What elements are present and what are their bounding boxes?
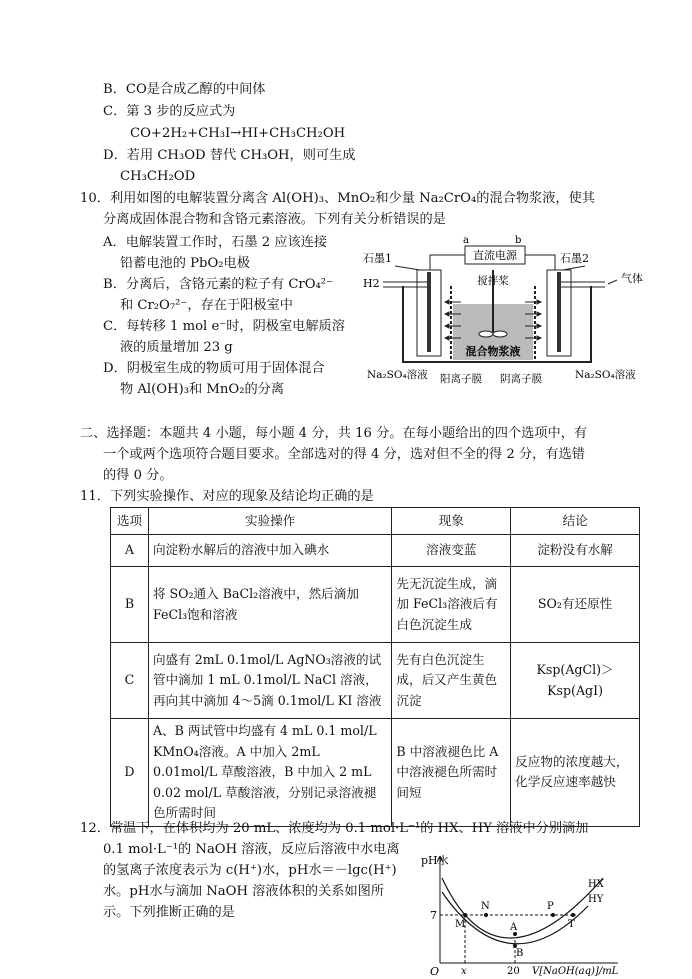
- section2-line1: 二、选择题：本题共 4 小题，每小题 4 分，共 16 分。在每小题给出的四个选项中，有: [80, 426, 588, 441]
- q9-option-b: B．CO是合成乙醇的中间体: [103, 82, 266, 97]
- stirrer-blade-left: [479, 331, 493, 337]
- row-conclusion: SO₂有还原性: [511, 567, 640, 643]
- table-row: [111, 567, 640, 643]
- row-option: A: [111, 535, 149, 567]
- left-gas-tube: [383, 282, 427, 287]
- q12-stem-line2: 0.1 mol·L⁻¹的 NaOH 溶液，反应后溶液中水电离: [103, 842, 400, 857]
- q12-stem-line3: 的氢离子浓度表示为 c(H⁺)水，pH水＝－lgc(H⁺): [103, 863, 397, 878]
- section2-line3: 的得 0 分。: [103, 468, 173, 483]
- q9-option-d-cont: CH₃CH₂OD: [120, 169, 196, 184]
- q10-stem-line2: 分离成固体混合物和含铬元素溶液。下列有关分析错误的是: [103, 212, 446, 227]
- x-tick-x: x: [461, 966, 467, 976]
- row-operation: A、B 两试管中均盛有 4 mL 0.1 mol/L KMnO₄溶液。A 中加入 2mL 0.01mol/L 草酸溶液，B 中加入 2 mL 0.02 mol/L 草酸溶液，分别记录溶液褪色所需时间: [148, 719, 391, 827]
- q10-option-d: D．阴极室生成的物质可用于固体混合: [103, 361, 325, 376]
- table-row: [111, 535, 640, 567]
- q11-table: [110, 507, 640, 827]
- origin-label: O: [430, 965, 440, 976]
- point-t: [571, 913, 575, 917]
- q10-option-c: C．每转移 1 mol e⁻时，阴极室电解质溶: [103, 319, 345, 334]
- q11-stem: 11．下列实验操作、对应的现象及结论均正确的是: [80, 489, 374, 504]
- hx-label: HX: [588, 879, 604, 890]
- header-phenomenon: 现象: [392, 508, 511, 535]
- cation-membrane-label: 阳离子膜: [440, 373, 482, 385]
- table-row: [111, 719, 640, 827]
- right-solution-label: Na₂SO₄溶液: [575, 369, 636, 381]
- row-phenomenon: 溶液变蓝: [392, 535, 511, 567]
- n-label: N: [481, 901, 490, 912]
- graphite2-electrode: [557, 272, 561, 352]
- q10-stem-line1: 10．利用如图的电解装置分离含 Al(OH)₃、MnO₂和少量 Na₂CrO₄的混合物浆液，使其: [80, 191, 595, 206]
- terminal-a-label: a: [463, 235, 469, 246]
- q10-option-b-cont: 和 Cr₂O₇²⁻，存在于阳极室中: [120, 298, 293, 313]
- row-option: D: [111, 719, 149, 827]
- q10-option-d-cont: 物 Al(OH)₃和 MnO₂的分离: [120, 382, 285, 397]
- graphite1-electrode: [427, 272, 431, 352]
- row-phenomenon: 先无沉淀生成，滴加 FeCl₃溶液后有白色沉淀生成: [392, 567, 511, 643]
- q12-stem-line5: 示。下列推断正确的是: [103, 905, 235, 920]
- q9-option-d: D．若用 CH₃OD 替代 CH₃OH，则可生成: [103, 148, 356, 163]
- electrolysis-apparatus-figure: [355, 232, 655, 392]
- row-conclusion: 淀粉没有水解: [511, 535, 640, 567]
- gas-arrow: [608, 280, 617, 284]
- stirrer-blade-right: [493, 331, 507, 337]
- q9-option-c-equation: CO+2H₂+CH₃I→HI+CH₃CH₂OH: [130, 126, 346, 141]
- q9-option-c: C．第 3 步的反应式为: [103, 104, 236, 119]
- stirrer-label: 搅拌桨: [477, 275, 509, 287]
- p-label: P: [547, 901, 554, 912]
- q10-option-a: A．电解装置工作时，石墨 2 应该连接: [103, 235, 328, 250]
- point-m: [463, 913, 467, 917]
- table-row: [111, 643, 640, 719]
- row-operation: 将 SO₂通入 BaCl₂溶液中，然后滴加 FeCl₃饱和溶液: [148, 567, 391, 643]
- row-conclusion: 反应物的浓度越大，化学反应速率越快: [511, 719, 640, 827]
- hy-label: HY: [588, 894, 604, 905]
- anion-membrane-label: 阴离子膜: [500, 373, 542, 385]
- header-option: 选项: [111, 508, 149, 535]
- row-option: C: [111, 643, 149, 719]
- a-label: A: [510, 922, 518, 933]
- label-leaders: [395, 266, 585, 270]
- hx-curve: [442, 878, 603, 938]
- hy-curve: [442, 892, 588, 944]
- row-operation: 向盛有 2mL 0.1mol/L AgNO₃溶液的试管中滴加 1 mL 0.1mol/L NaCl 溶液，再向其中滴加 4～5滴 0.1mol/L KI 溶液: [148, 643, 391, 719]
- dc-power-label: 直流电源: [473, 249, 517, 262]
- ph-water-graph: [418, 848, 680, 976]
- q12-stem-line4: 水。pH水与滴加 NaOH 溶液体积的关系如图所: [103, 884, 385, 899]
- x-axis-label: V[NaOH(aq)]/mL: [532, 966, 619, 976]
- row-operation: 向淀粉水解后的溶液中加入碘水: [148, 535, 391, 567]
- q10-option-a-cont: 铅蓄电池的 PbO₂电极: [120, 256, 250, 271]
- terminal-b-label: b: [515, 235, 522, 246]
- h2-label: H2: [363, 277, 380, 290]
- q10-option-c-cont: 液的质量增加 23 g: [120, 340, 233, 355]
- header-operation: 实验操作: [148, 508, 391, 535]
- row-phenomenon: B 中溶液褪色比 A 中溶液褪色所需时间短: [392, 719, 511, 827]
- gas-label: 气体: [621, 272, 643, 285]
- t-label: T: [568, 919, 575, 930]
- y-axis-label: pH水: [421, 854, 449, 867]
- b-label: B: [516, 948, 524, 959]
- row-phenomenon: 先有白色沉淀生成，后又产生黄色沉淀: [392, 643, 511, 719]
- point-p: [551, 913, 555, 917]
- y-tick-7: 7: [430, 909, 437, 922]
- right-gas-tube: [560, 282, 605, 287]
- section2-line2: 一个或两个选项符合题目要求。全部选对的得 4 分，选对但不全的得 2 分，有选错: [103, 447, 585, 462]
- left-solution-label: Na₂SO₄溶液: [367, 369, 428, 381]
- x-tick-20: 20: [507, 966, 520, 976]
- slurry-label: 混合物浆液: [465, 345, 521, 358]
- row-option: B: [111, 567, 149, 643]
- q10-option-b: B．分离后，含铬元素的粒子有 CrO₄²⁻: [103, 277, 334, 292]
- graphite2-label: 石墨2: [560, 252, 589, 265]
- m-label: M: [455, 919, 466, 930]
- table-header-row: [111, 508, 640, 535]
- point-n: [484, 913, 488, 917]
- graphite1-label: 石墨1: [363, 252, 392, 265]
- y-axis: [437, 856, 443, 963]
- q12-stem-line1: 12．常温下，在体积均为 20 mL、浓度均为 0.1 mol·L⁻¹的 HX、HY 溶液中分别滴加: [80, 821, 589, 836]
- header-conclusion: 结论: [511, 508, 640, 535]
- row-conclusion: Ksp(AgCl)＞Ksp(AgI): [511, 643, 640, 719]
